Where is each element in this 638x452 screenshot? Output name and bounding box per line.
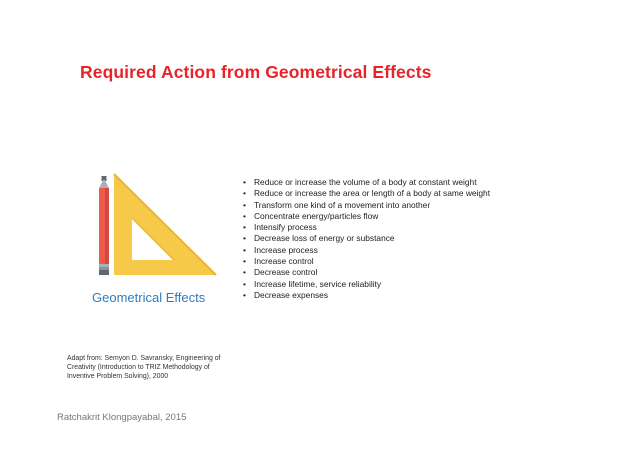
list-item: • Decrease control: [243, 267, 490, 278]
required-actions-list: [243, 177, 490, 301]
list-item: • Increase process: [243, 245, 490, 256]
source-citation: Adapt from: Semyon D. Savransky, Engineering of Creativity (Introduction to TRIZ Methodology of Inventive Problem Solving), 2000: [67, 355, 221, 380]
list-item: • Decrease loss of energy or substance: [243, 233, 490, 244]
list-item: • Decrease expenses: [243, 290, 490, 301]
list-item: • Increase control: [243, 256, 490, 267]
list-item: • Transform one kind of a movement into another: [243, 200, 490, 211]
list-item: • Intensify process: [243, 222, 490, 233]
list-item: • Reduce or increase the volume of a body at constant weight: [243, 177, 490, 188]
illustration-caption: Geometrical Effects: [92, 290, 206, 305]
geometrical-effects-illustration: [92, 172, 220, 280]
pencil-icon: [99, 176, 109, 275]
illustration-graphic: [92, 172, 220, 280]
footer-author: Ratchakrit Klongpayabal, 2015: [57, 412, 187, 423]
set-square-icon: [114, 174, 216, 275]
slide-title: Required Action from Geometrical Effects: [80, 62, 432, 82]
list-item: • Reduce or increase the area or length of a body at same weight: [243, 188, 490, 199]
list-item: • Increase lifetime, service reliability: [243, 279, 490, 290]
list-item: • Concentrate energy/particles flow: [243, 211, 490, 222]
